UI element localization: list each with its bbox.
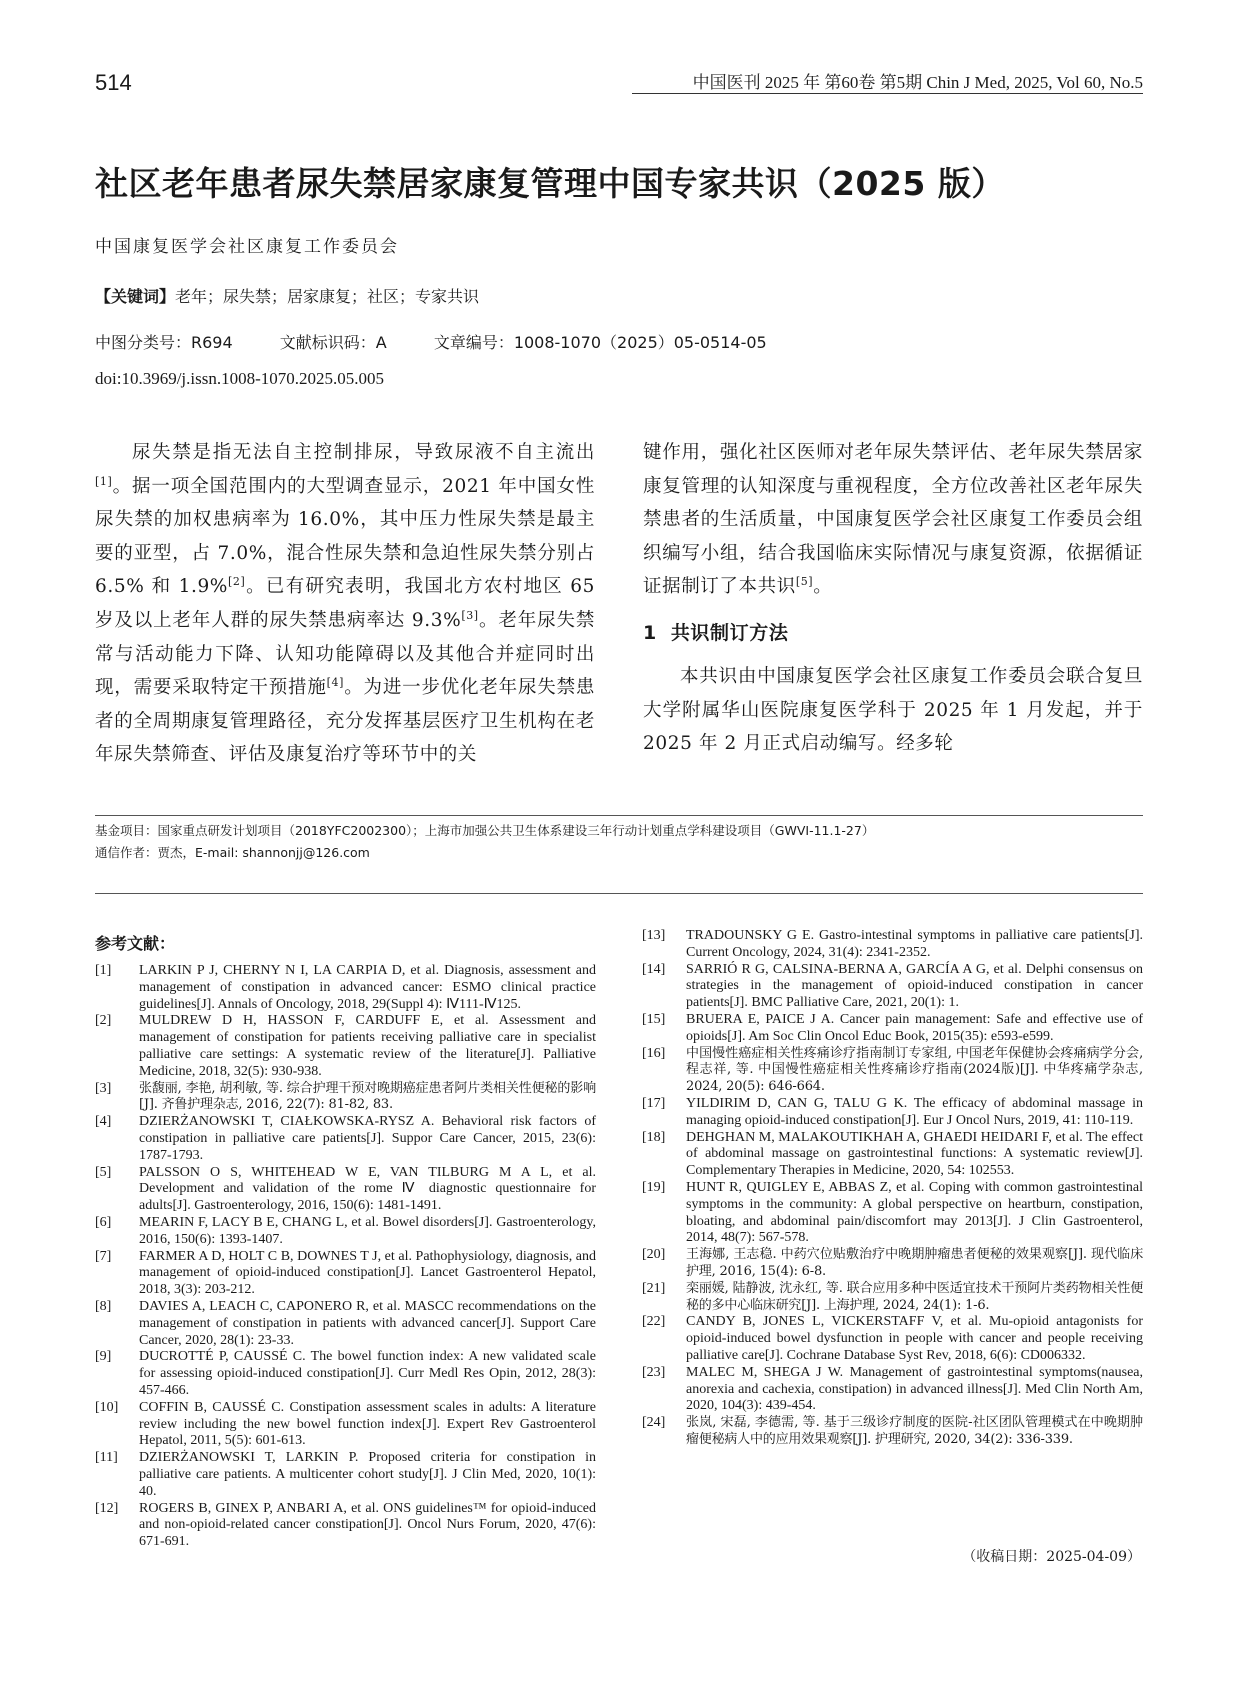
classification-line bbox=[95, 330, 767, 353]
reference-number: [13] bbox=[642, 928, 666, 943]
document-code: 文献标识码：A bbox=[279, 333, 387, 352]
reference-text: 王海娜, 王志稳. 中药穴位贴敷治疗中晚期肿瘤患者便秘的效果观察[J]. 现代临床护理, 2016, 15(4): 6-8. bbox=[686, 1247, 1143, 1279]
reference-text: MEARIN F, LACY B E, CHANG L, et al. Bowel disorders[J]. Gastroenterology, 2016, 150(6): 1393-1407. bbox=[139, 1214, 596, 1247]
reference-item bbox=[642, 1012, 1143, 1046]
reference-number: [22] bbox=[642, 1314, 666, 1330]
footnotes bbox=[95, 820, 874, 864]
references-rule bbox=[95, 893, 1143, 894]
reference-text: FARMER A D, HOLT C B, DOWNES T J, et al. Pathophysiology, diagnosis, and management of opioid-induced constipation[J]. Lancet Gastroenterol Hepatol, 2018, 3(3): 203-212. bbox=[139, 1248, 596, 1298]
header-rule bbox=[632, 93, 1143, 94]
running-head: 中国医刊 2025 年 第60卷 第5期 Chin J Med, 2025, Vol 60, No.5 bbox=[692, 73, 1143, 92]
reference-number: [15] bbox=[642, 1011, 666, 1027]
reference-item bbox=[642, 1415, 1143, 1449]
reference-number: [21] bbox=[642, 1280, 666, 1296]
keywords-label: 【关键词】 bbox=[95, 287, 176, 306]
reference-number: [24] bbox=[642, 1415, 666, 1431]
reference-number: [16] bbox=[642, 1045, 666, 1061]
reference-text: LARKIN P J, CHERNY N I, LA CARPIA D, et al. Diagnosis, assessment and management of constipation in advanced cancer: ESMO clinical practice guidelines[J]. Annals of Oncology, 2018, 29(Suppl 4): Ⅳ111-Ⅳ125. bbox=[139, 963, 596, 1012]
reference-number: [12] bbox=[95, 1500, 119, 1516]
reference-text: DAVIES A, LEACH C, CAPONERO R, et al. MASCC recommendations on the management of constipation in patients with advanced cancer[J]. Support Care Cancer, 2020, 28(1): 23-33. bbox=[139, 1298, 596, 1348]
reference-item bbox=[95, 1501, 596, 1551]
reference-number: [7] bbox=[95, 1248, 112, 1264]
reference-text: HUNT R, QUIGLEY E, ABBAS Z, et al. Coping with common gastrointestinal symptoms in the community: A global perspective on heartburn, constipation, bloating, and abdominal pain/discomfort may 2013[J]. J Clin Gastroenterol, 2014, 48(7): 567-578. bbox=[686, 1179, 1143, 1246]
citation: [5] bbox=[795, 575, 814, 589]
reference-item bbox=[642, 1281, 1143, 1315]
intro-paragraph-continued bbox=[643, 436, 1143, 604]
reference-text: 张岚, 宋磊, 李德需, 等. 基于三级诊疗制度的医院-社区团队管理模式在中晚期肿瘤便秘病人中的应用效果观察[J]. 护理研究, 2020, 34(2): 336-339. bbox=[686, 1415, 1143, 1447]
reference-item bbox=[642, 1096, 1143, 1130]
reference-item bbox=[95, 1081, 596, 1115]
fund-note: 基金项目：国家重点研发计划项目（2018YFC2002300）；上海市加强公共卫生体系建设三年行动计划重点学科建设项目（GWVI-11.1-27） bbox=[95, 823, 875, 838]
body-text: 键作用，强化社区医师对老年尿失禁评估、老年尿失禁居家康复管理的认知深度与重视程度，全方位改善社区老年尿失禁患者的生活质量，中国康复医学会社区康复工作委员会组织编写小组，结合我国临床实际情况与康复资源，依据循证证据制订了本共识 bbox=[643, 442, 1143, 598]
section-title: 共识制订方法 bbox=[670, 621, 789, 644]
authors: 中国康复医学会社区康复工作委员会 bbox=[95, 237, 399, 257]
references-column-left bbox=[95, 963, 596, 1551]
keywords bbox=[95, 284, 479, 307]
reference-number: [20] bbox=[642, 1247, 666, 1263]
reference-text: 张馥丽, 李艳, 胡利敏, 等. 综合护理干预对晚期癌症患者阿片类相关性便秘的影响[J]. 齐鲁护理杂志, 2016, 22(7): 81-82, 83. bbox=[139, 1080, 596, 1113]
citation: [2] bbox=[228, 575, 246, 589]
reference-number: [9] bbox=[95, 1349, 112, 1365]
reference-text: BRUERA E, PAICE J A. Cancer pain management: Safe and effective use of opioids[J]. Am Soc Clin Oncol Educ Book, 2015(35): e593-e599. bbox=[686, 1011, 1143, 1044]
body-text: 尿失禁是指无法自主控制排尿，导致尿液不自主流出 bbox=[132, 442, 595, 463]
reference-text: PALSSON O S, WHITEHEAD W E, VAN TILBURG M A L, et al. Development and validation of the rome Ⅳ diagnostic questionnaire for adults[J]. Gastroenterology, 2016, 150(6): 1481-1491. bbox=[139, 1164, 596, 1214]
reference-text: MULDREW D H, HASSON F, CARDUFF E, et al. Assessment and management of constipation for patients receiving palliative care in specialist palliative care settings: A systematic review of the literature[J]. Palliative Medicine, 2018, 32(5): 930-938. bbox=[139, 1013, 596, 1079]
reference-item bbox=[95, 1165, 596, 1215]
reference-number: [19] bbox=[642, 1179, 666, 1195]
body-column-left bbox=[95, 436, 595, 806]
received-date: （收稿日期：2025-04-09） bbox=[962, 1549, 1141, 1565]
reference-number: [11] bbox=[95, 1450, 118, 1466]
reference-item bbox=[95, 1450, 596, 1500]
reference-number: [6] bbox=[95, 1214, 112, 1230]
reference-item bbox=[95, 1114, 596, 1164]
reference-text: 中国慢性癌症相关性疼痛诊疗指南制订专家组, 中国老年保健协会疼痛病学分会, 程志祥, 等. 中国慢性癌症相关性疼痛诊疗指南(2024版)[J]. 中华疼痛学杂志, 2024, 20(5): 646-664. bbox=[686, 1045, 1143, 1095]
reference-number: [8] bbox=[95, 1298, 112, 1314]
citation: [4] bbox=[326, 676, 345, 689]
intro-paragraph bbox=[95, 436, 595, 772]
body-text: 。 bbox=[813, 576, 833, 598]
section-heading bbox=[643, 618, 1143, 648]
references-column-right bbox=[642, 928, 1143, 1449]
reference-item bbox=[642, 1046, 1143, 1096]
reference-item bbox=[642, 1180, 1143, 1247]
reference-text: DZIERŻANOWSKI T, LARKIN P. Proposed criteria for constipation in palliative care patients. A multicenter cohort study[J]. J Clin Med, 2020, 10(1): 40. bbox=[139, 1450, 596, 1499]
footnote-rule bbox=[95, 815, 1143, 816]
reference-number: [5] bbox=[95, 1164, 112, 1180]
correspondence-note: 通信作者：贾杰，E-mail: shannonjj@126.com bbox=[95, 845, 370, 860]
reference-text: DUCROTTÉ P, CAUSSÉ C. The bowel function index: A new validated scale for assessing opioid-induced constipation[J]. Curr Medl Res Opin, 2012, 28(3): 457-466. bbox=[139, 1349, 596, 1398]
reference-number: [18] bbox=[642, 1129, 666, 1145]
reference-number: [2] bbox=[95, 1013, 112, 1029]
reference-number: [3] bbox=[95, 1080, 112, 1096]
section-paragraph: 本共识由中国康复医学会社区康复工作委员会联合复旦大学附属华山医院康复医学科于 2025 年 1 月发起，并于 2025 年 2 月正式启动编写。经多轮 bbox=[643, 665, 1143, 755]
citation: [1] bbox=[95, 474, 113, 488]
reference-number: [14] bbox=[642, 961, 666, 977]
reference-item bbox=[95, 1013, 596, 1080]
reference-number: [1] bbox=[95, 963, 112, 978]
citation: [3] bbox=[461, 608, 479, 622]
reference-text: DEHGHAN M, MALAKOUTIKHAH A, GHAEDI HEIDARI F, et al. The effect of abdominal massage on gastrointestinal functions: A systematic review[J]. Complementary Therapies in Medicine, 2020, 54: 102553. bbox=[686, 1129, 1143, 1179]
references-heading: 参考文献： bbox=[95, 934, 176, 953]
page-number: 514 bbox=[95, 70, 132, 95]
reference-text: CANDY B, JONES L, VICKERSTAFF V, et al. Mu-opioid antagonists for opioid-induced bowel dysfunction in people with cancer and people receiving palliative care[J]. Cochrane Database Syst Rev, 2018, 6(6): CD006332. bbox=[686, 1314, 1143, 1363]
reference-item bbox=[642, 1314, 1143, 1364]
section-number: 1 bbox=[643, 621, 657, 644]
body-column-right bbox=[643, 436, 1143, 806]
reference-item bbox=[95, 1349, 596, 1399]
reference-text: MALEC M, SHEGA J W. Management of gastrointestinal symptoms(nausea, anorexia and cachexia, constipation) in advanced illness[J]. Med Clin North Am, 2020, 104(3): 439-454. bbox=[686, 1364, 1143, 1414]
reference-item bbox=[95, 1215, 596, 1249]
reference-number: [4] bbox=[95, 1114, 112, 1130]
article-number: 文章编号：1008-1070（2025）05-0514-05 bbox=[433, 333, 767, 352]
reference-number: [23] bbox=[642, 1364, 666, 1380]
keywords-text: 老年；尿失禁；居家康复；社区；专家共识 bbox=[175, 287, 480, 306]
reference-item bbox=[95, 1400, 596, 1450]
body-text: 。据一项全国范围内的大型调查显示，2021 年中国女性尿失禁的加权患病率为 16.0%，其中压力性尿失禁是最主要的亚型，占 7.0%，混合性尿失禁和急迫性尿失禁分别占 6.5% 和 1.9% bbox=[95, 475, 595, 598]
reference-item bbox=[642, 928, 1143, 962]
reference-text: DZIERŻANOWSKI T, CIAŁKOWSKA-RYSZ A. Behavioral risk factors of constipation in palliative care patients[J]. Suppor Care Cancer, 2015, 23(6): 1787-1793. bbox=[139, 1114, 596, 1163]
reference-number: [10] bbox=[95, 1399, 119, 1415]
reference-item bbox=[95, 1299, 596, 1349]
reference-item bbox=[95, 1249, 596, 1299]
body-text: 。老年尿失禁常与活动能力下降、认知功能障碍以及其他合并症同时出现，需要采取特定干预措施 bbox=[95, 609, 595, 699]
doi: doi:10.3969/j.issn.1008-1070.2025.05.005 bbox=[95, 369, 385, 388]
reference-item bbox=[642, 1130, 1143, 1180]
reference-text: TRADOUNSKY G E. Gastro-intestinal symptoms in palliative care patients[J]. Current Oncology, 2024, 31(4): 2341-2352. bbox=[686, 928, 1143, 960]
clc-number: 中图分类号：R694 bbox=[95, 333, 233, 352]
reference-text: SARRIÓ R G, CALSINA-BERNA A, GARCÍA A G, et al. Delphi consensus on strategies in the management of opioid-induced constipation in cancer patients[J]. BMC Palliative Care, 2021, 20(1): 1. bbox=[686, 961, 1143, 1011]
reference-number: [17] bbox=[642, 1095, 666, 1111]
article-title: 社区老年患者尿失禁居家康复管理中国专家共识（2025 版） bbox=[95, 164, 1005, 203]
reference-item bbox=[95, 963, 596, 1013]
reference-text: COFFIN B, CAUSSÉ C. Constipation assessment scales in adults: A literature review including the new bowel function index[J]. Expert Rev Gastroenterol Hepatol, 2011, 5(5): 601-613. bbox=[139, 1399, 596, 1449]
reference-text: ROGERS B, GINEX P, ANBARI A, et al. ONS guidelines™ for opioid-induced and non-opioid-related cancer constipation[J]. Oncol Nurs Forum, 2020, 47(6): 671-691. bbox=[139, 1500, 596, 1550]
reference-text: YILDIRIM D, CAN G, TALU G K. The efficacy of abdominal massage in managing opioid-induced constipation[J]. Eur J Oncol Nurs, 2019, 41: 110-119. bbox=[686, 1095, 1143, 1128]
body-text: 。已有研究表明，我国北方农村地区 65 岁及以上老年人群的尿失禁患病率达 9.3% bbox=[95, 576, 595, 631]
reference-item bbox=[642, 1247, 1143, 1281]
reference-text: 栾丽媛, 陆静波, 沈永红, 等. 联合应用多种中医适宜技术干预阿片类药物相关性便秘的多中心临床研究[J]. 上海护理, 2024, 24(1): 1-6. bbox=[686, 1280, 1143, 1313]
reference-item bbox=[642, 1365, 1143, 1415]
body-text: 。为进一步优化老年尿失禁患者的全周期康复管理路径，充分发挥基层医疗卫生机构在老年尿失禁筛查、评估及康复治疗等环节中的关 bbox=[95, 677, 595, 766]
reference-item bbox=[642, 962, 1143, 1012]
